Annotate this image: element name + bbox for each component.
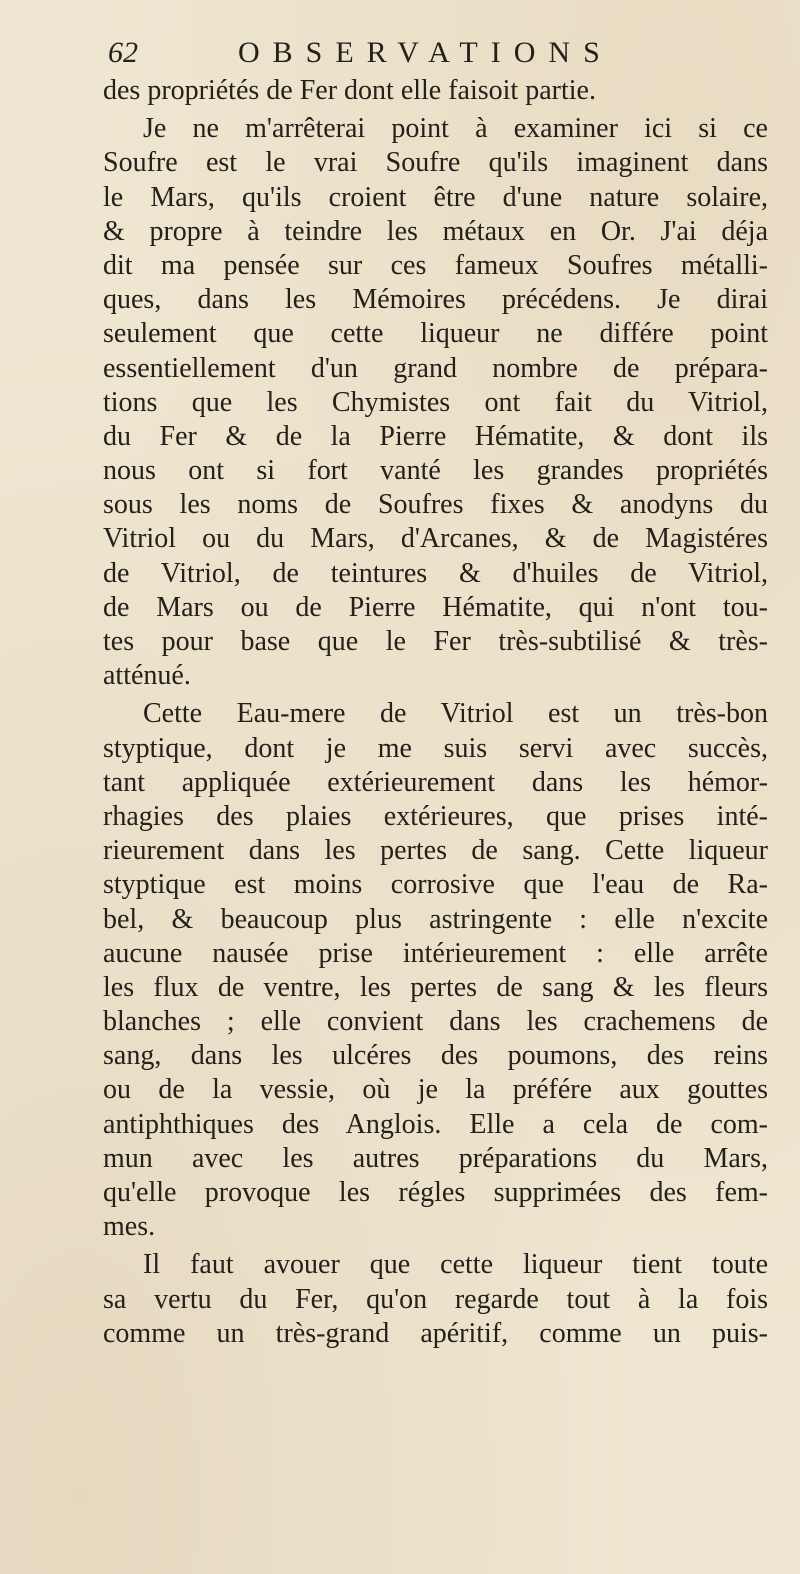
text-line: des propriétés de Fer dont elle faisoit partie. [103,75,596,106]
text-line: de Mars ou de Pierre Hématite, qui n'ont tou- [103,591,768,623]
text-line: sang, dans les ulcéres des poumons, des reins [103,1040,768,1072]
text-line: rieurement dans les pertes de sang. Cette liqueur [103,835,768,867]
text-line: bel, & beaucoup plus astringente : elle n'excite [103,903,768,935]
text-line: atténué. [103,660,191,692]
text-line: & propre à teindre les métaux en Or. J'ai déja [103,215,768,247]
text-line: du Fer & de la Pierre Hématite, & dont ils [103,420,768,452]
text-line: styptique, dont je me suis servi avec succès, [103,732,768,764]
paragraph [103,1248,768,1351]
text-line: tant appliquée extérieurement dans les hémor- [103,766,768,798]
text-line: blanches ; elle convient dans les crachemens de [103,1006,768,1038]
text-line: rhagies des plaies extérieures, que prises inté- [103,800,768,832]
text-line: Je ne m'arrêterai point à examiner ici si ce [143,113,768,145]
running-head: OBSERVATIONS [238,36,613,69]
text-line: qu'elle provoque les régles supprimées des fem- [103,1177,768,1208]
text-line: comme un très-grand apéritif, comme un puis- [103,1317,768,1349]
text-line: sous les noms de Soufres fixes & anodyns du [103,489,768,521]
text-line: Il faut avouer que cette liqueur tient toute [143,1249,768,1281]
text-line: Soufre est le vrai Soufre qu'ils imaginent dans [103,147,768,179]
paragraph [103,112,768,693]
text-line: dit ma pensée sur ces fameux Soufres métalli- [103,249,768,281]
text-line: nous ont si fort vanté les grandes propriétés [103,455,768,487]
text-line: ques, dans les Mémoires précédens. Je dirai [103,284,768,316]
text-line: ou de la vessie, où je la préfére aux gouttes [103,1074,768,1106]
text-line: essentiellement d'un grand nombre de prépara- [103,352,768,384]
body-text [103,74,768,1351]
text-line: styptique est moins corrosive que l'eau de Ra- [103,869,768,901]
text-line: antiphthiques des Anglois. Elle a cela de com- [103,1108,768,1140]
paragraph [103,74,768,108]
text-line: tions que les Chymistes ont fait du Vitriol, [103,386,768,418]
text-line: aucune nausée prise intérieurement : elle arrête [103,937,768,969]
paragraph [103,697,768,1244]
text-line: les flux de ventre, les pertes de sang & les fleurs [103,971,768,1003]
text-line: sa vertu du Fer, qu'on regarde tout à la fois [103,1283,768,1315]
text-line: de Vitriol, de teintures & d'huiles de Vitriol, [103,557,768,589]
text-line: mun avec les autres préparations du Mars, [103,1142,768,1174]
text-line: mes. [103,1211,156,1243]
page-header [108,34,728,78]
text-line: le Mars, qu'ils croient être d'une nature solaire, [103,181,768,213]
text-line: seulement que cette liqueur ne différe point [103,318,768,350]
page-number: 62 [108,36,138,69]
text-line: Cette Eau-mere de Vitriol est un très-bon [143,698,768,730]
text-line: Vitriol ou du Mars, d'Arcanes, & de Magistéres [103,523,768,555]
text-line: tes pour base que le Fer très-subtilisé & très- [103,626,768,657]
